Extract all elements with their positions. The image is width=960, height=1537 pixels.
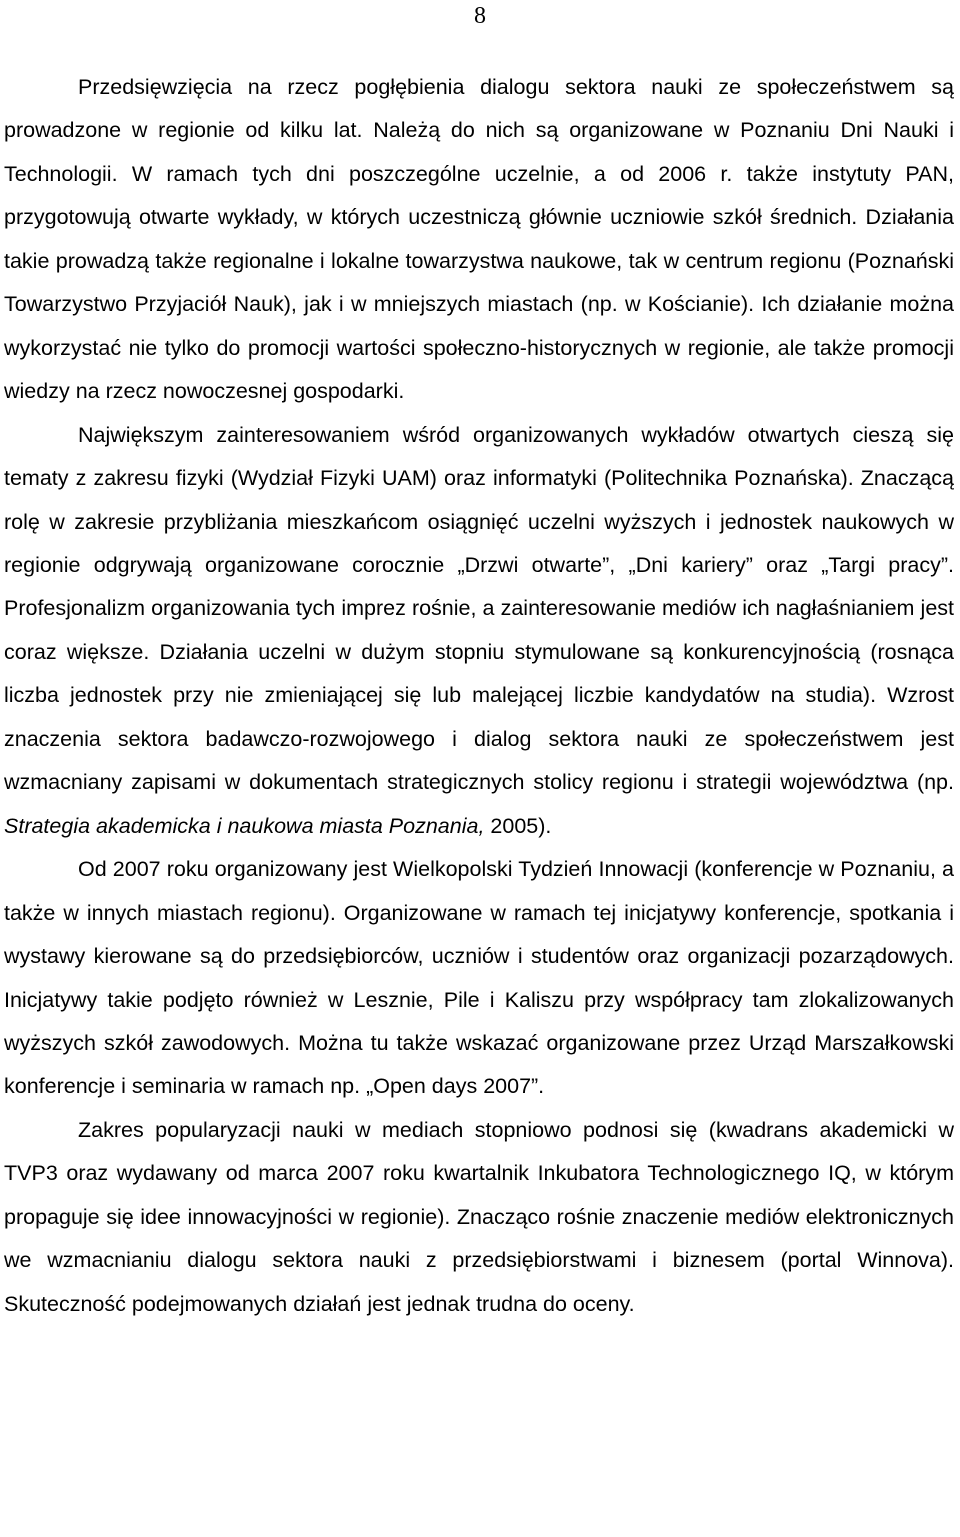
paragraph-3-text: Od 2007 roku organizowany jest Wielkopolski Tydzień Innowacji (konferencje w Poznaniu, a także w innych miastach regionu). Organizowane w ramach tej inicjatywy konferencje, spotkania i wystawy kierowane są do przedsiębiorców, uczniów i studentów oraz organizacji pozarządowych. Inicjatywy takie podjęto również w Lesznie, Pile i Kaliszu przy współpracy tam zlokalizowanych wyższych szkół zawodowych. Można tu także wskazać organizowane przez Urząd Marszałkowski konferencje i seminaria w ramach np. „Open days 2007”. [4, 857, 954, 1099]
document-body [4, 66, 954, 1326]
paragraph-4-text: Zakres popularyzacji nauki w mediach stopniowo podnosi się (kwadrans akademicki w TVP3 oraz wydawany od marca 2007 roku kwartalnik Inkubatora Technologicznego IQ, w którym propaguje się idee innowacyjności w regionie). Znacząco rośnie znaczenie mediów elektronicznych we wzmacnianiu dialogu sektora nauki z przedsiębiorstwami i biznesem (portal Winnova). Skuteczność podejmowanych działań jest jednak trudna do oceny. [4, 1117, 954, 1316]
paragraph-4 [4, 1109, 954, 1326]
strategy-document-title: Strategia akademicka i naukowa miasta Poznania, [4, 813, 485, 838]
paragraph-3 [4, 848, 954, 1109]
paragraph-2-text: Największym zainteresowaniem wśród organizowanych wykładów otwartych cieszą się tematy z zakresu fizyki (Wydział Fizyki UAM) oraz informatyki (Politechnika Poznańska). Znaczącą rolę w zakresie przybliżania mieszkańcom osiągnięć uczelni wyższych i jednostek naukowych w regionie odgrywają organizowane corocznie „Drzwi otwarte”, „Dni kariery” oraz „Targi pracy”. Profesjonalizm organizowania tych imprez rośnie, a zainteresowanie mediów ich nagłaśnianiem jest coraz większe. Działania uczelni w dużym stopniu stymulowane są konkurencyjnością (rosnąca liczba jednostek przy nie zmieniającej się lub malejącej liczbie kandydatów na studia). Wzrost znaczenia sektora badawczo-rozwojowego i dialog sektora nauki ze społeczeństwem jest wzmacniany zapisami w dokumentach strategicznych stolicy regionu i strategii województwa (np. [4, 422, 954, 795]
page-number: 8 [474, 3, 486, 29]
paragraph-2-text-end: 2005). [484, 813, 552, 838]
paragraph-1 [4, 66, 954, 414]
paragraph-2 [4, 414, 954, 849]
paragraph-1-text: Przedsięwzięcia na rzecz pogłębienia dialogu sektora nauki ze społeczeństwem są prowadzone w regionie od kilku lat. Należą do nich są organizowane w Poznaniu Dni Nauki i Technologii. W ramach tych dni poszczególne uczelnie, a od 2006 r. także instytuty PAN, przygotowują otwarte wykłady, w których uczestniczą głównie uczniowie szkół średnich. Działania takie prowadzą także regionalne i lokalne towarzystwa naukowe, tak w centrum regionu (Poznański Towarzystwo Przyjaciół Nauk), jak i w mniejszych miastach (np. w Kościanie). Ich działanie można wykorzystać nie tylko do promocji wartości społeczno-historycznych w regionie, ale także promocji wiedzy na rzecz nowoczesnej gospodarki. [4, 75, 954, 404]
